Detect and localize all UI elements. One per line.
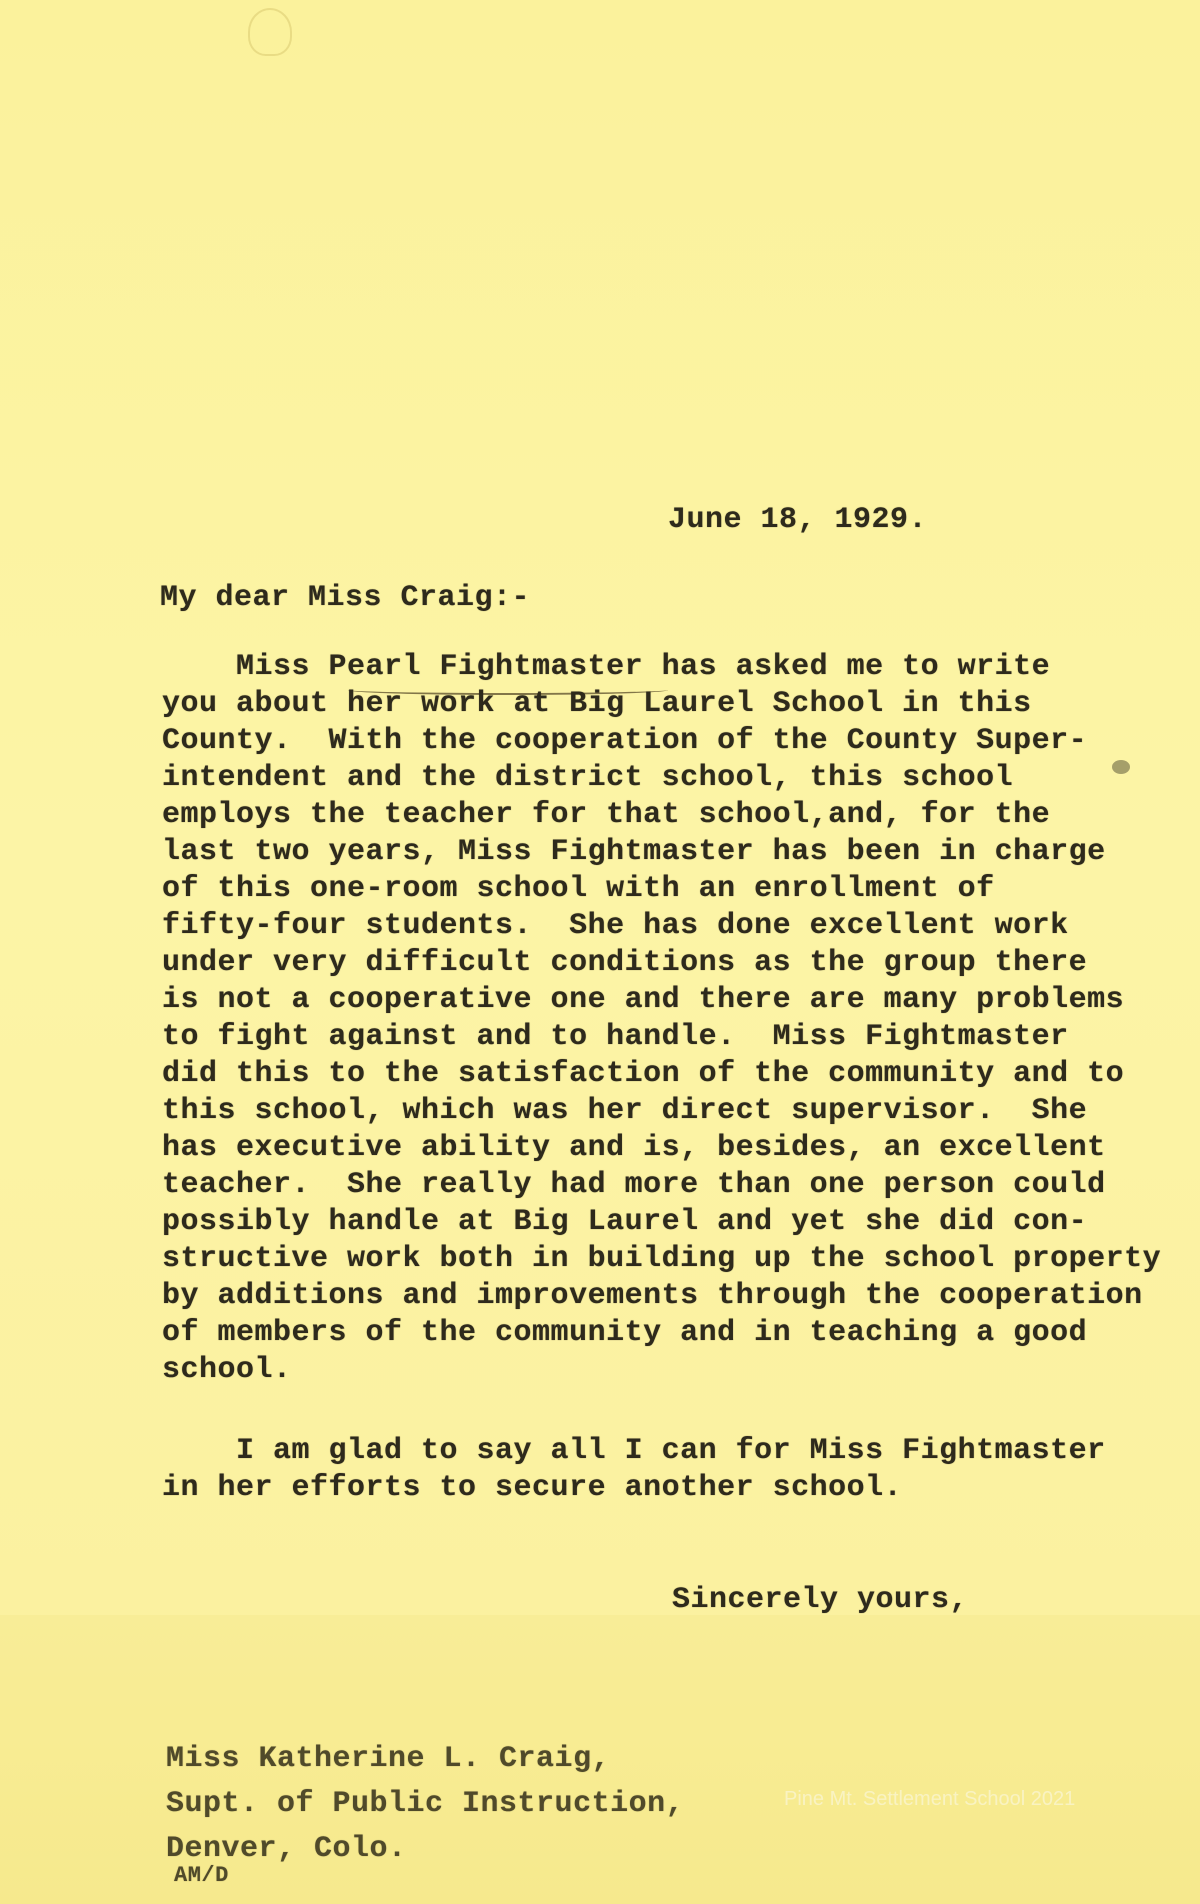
salutation: My dear Miss Craig:- (160, 581, 531, 615)
body-line: structive work both in building up the school property (162, 1242, 1162, 1276)
body-line: by additions and improvements through the cooperation (162, 1279, 1143, 1313)
body-line: of members of the community and in teaching a good (162, 1316, 1088, 1350)
body-line: I am glad to say all I can for Miss Fightmaster (162, 1434, 1106, 1468)
body-line: teacher. She really had more than one person could (162, 1168, 1106, 1202)
body-line: fifty-four students. She has done excellent work (162, 909, 1069, 943)
body-line: has executive ability and is, besides, an excellent (162, 1131, 1106, 1165)
address-line: Miss Katherine L. Craig, (166, 1742, 611, 1776)
embossed-stamp-mark (248, 8, 292, 56)
address-line: Denver, Colo. (166, 1832, 407, 1866)
body-line: did this to the satisfaction of the community and to (162, 1057, 1125, 1091)
body-line: Miss Pearl Fightmaster has asked me to write (162, 650, 1051, 684)
body-line: school. (162, 1353, 292, 1387)
body-line: employs the teacher for that school,and, for the (162, 798, 1051, 832)
typist-initials: AM/D (174, 1863, 229, 1888)
letter-date: June 18, 1929. (668, 503, 928, 537)
body-line: under very difficult conditions as the group there (162, 946, 1088, 980)
body-line: this school, which was her direct supervisor. She (162, 1094, 1088, 1128)
recipient-address (166, 1741, 684, 1876)
body-line: of this one-room school with an enrollment of (162, 872, 995, 906)
body-line: possibly handle at Big Laurel and yet she did con- (162, 1205, 1088, 1239)
body-line: in her efforts to secure another school. (162, 1471, 903, 1505)
body-line: last two years, Miss Fightmaster has been in charge (162, 835, 1106, 869)
body-line: County. With the cooperation of the County Super- (162, 724, 1088, 758)
ink-smudge (1112, 760, 1130, 774)
watermark: Pine Mt. Settlement School 2021 (784, 1788, 1076, 1810)
body-paragraph-1 (162, 649, 1161, 1389)
body-line: intendent and the district school, this school (162, 761, 1014, 795)
address-line: Supt. of Public Instruction, (166, 1787, 685, 1821)
body-paragraph-2 (162, 1433, 1106, 1507)
body-line: you about her work at Big Laurel School in this (162, 687, 1032, 721)
closing: Sincerely yours, (672, 1583, 969, 1617)
body-line: is not a cooperative one and there are many problems (162, 983, 1125, 1017)
body-line: to fight against and to handle. Miss Fightmaster (162, 1020, 1069, 1054)
